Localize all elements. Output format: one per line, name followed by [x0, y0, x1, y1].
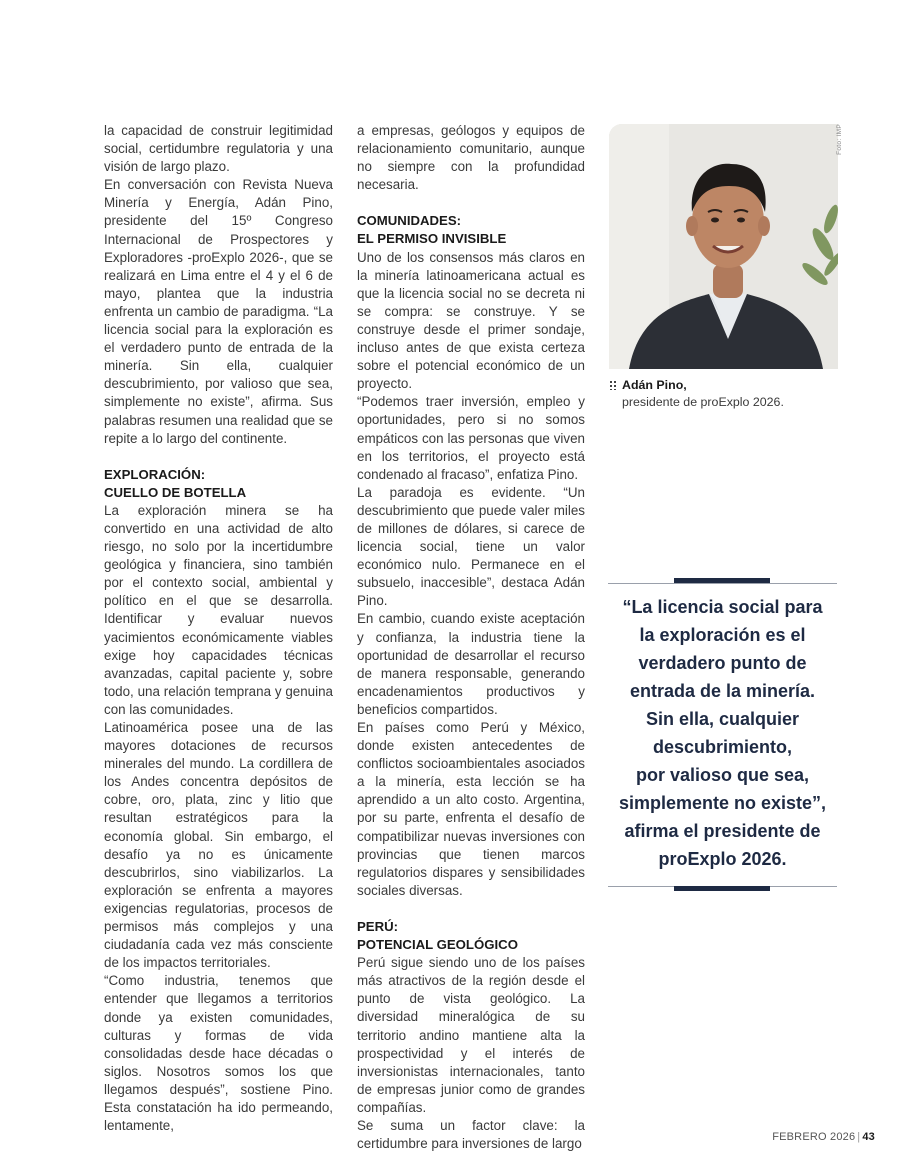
- caption-name: Adán Pino,: [622, 378, 687, 392]
- body-paragraph: En conversación con Revista Nueva Minería y Energía, Adán Pino, presidente del 15º Congreso Internacional de Prospectores y Exploradores -proExplo 2026-, que se realizará en Lima entre el 4 y el 6 de mayo, plantea que la industria enfrenta un cambio de paradigma. “La licencia social para la exploración es el verdadero punto de entrada de la minería. Sin ella, cualquier descubrimiento, por valioso que sea, simplemente no existe”, afirma. Sus palabras resumen una realidad que se repite a lo largo del continente.: [104, 177, 333, 446]
- body-paragraph: La paradoja es evidente. “Un descubrimiento que puede valer miles de millones de dólares, si carece de licencia social, tiene un valor económico nulo. Permanece en el subsuelo, inaccesible”, destaca Adán Pino.: [357, 484, 585, 609]
- pullquote-line: por valioso que sea,: [635, 765, 810, 785]
- section-spacer: [104, 448, 333, 466]
- pullquote-line: “La licencia social para: [622, 597, 823, 617]
- section-spacer: [357, 900, 585, 918]
- photo-credit: Foto: IMP: [836, 124, 843, 155]
- pullquote-line: la exploración es el: [639, 625, 806, 645]
- page-footer: [772, 1131, 875, 1143]
- body-paragraph: Uno de los consensos más claros en la minería latinoamericana actual es que la licencia social no se decreta ni se compra: se construye. Y se construye desde el primer sondaje, incluso antes de que exista certeza sobre el potencial económico de un proyecto.: [357, 249, 585, 392]
- body-paragraph: En cambio, cuando existe aceptación y confianza, la industria tiene la oportunidad de desarrollar el recurso de manera responsable, generando encadenamientos productivos y beneficios compartidos.: [357, 611, 585, 717]
- portrait-photo: [609, 124, 838, 369]
- section-heading-line: POTENCIAL GEOLÓGICO: [357, 937, 518, 953]
- article-column-1: [104, 122, 333, 1135]
- pullquote-line: Sin ella, cualquier: [645, 709, 800, 729]
- section-heading-line: PERÚ:: [357, 918, 399, 934]
- pullquote-line: entrada de la minería.: [629, 681, 816, 701]
- pullquote-top-rule: [608, 583, 837, 584]
- caption-role: presidente de proExplo 2026.: [622, 394, 784, 409]
- section-heading-line: CUELLO DE BOTELLA: [104, 484, 247, 500]
- page-number: 43: [862, 1131, 875, 1143]
- body-paragraph: La exploración minera se ha convertido en una actividad de alto riesgo, no solo por la incertidumbre geológica y financiera, sino también por el contexto social, ambiental y político en el que se desarrolla. Identificar y evaluar nuevos yacimientos económicamente viables exige hoy capacidades técnicas avanzadas, capital paciente y, sobre todo, una relación temprana y genuina con las comunidades.: [104, 502, 333, 717]
- body-paragraph: “Podemos traer inversión, empleo y oportunidades, pero si no somos empáticos con las personas que viven en los territorios, el proyecto está condenado al fracaso”, enfatiza Pino.: [357, 394, 585, 482]
- article-column-2: [357, 122, 585, 1153]
- pullquote-line: verdadero punto de: [638, 653, 807, 673]
- section-heading-line: COMUNIDADES:: [357, 213, 462, 229]
- pullquote-line: descubrimiento,: [652, 737, 793, 757]
- section-spacer: [357, 194, 585, 212]
- pullquote-line: proExplo 2026.: [658, 849, 787, 869]
- section-heading: [104, 466, 333, 502]
- pullquote: [606, 593, 839, 873]
- body-paragraph: Perú sigue siendo uno de los países más atractivos de la región desde el punto de vista geológico. La diversidad mineralógica de su territorio andino mantiene alta la prospectividad y el interés de inversionistas internacionales, tanto de empresas junior como de grandes compañías.: [357, 955, 585, 1115]
- section-heading: [357, 918, 585, 954]
- photo-caption: [609, 377, 838, 410]
- pullquote-line: simplemente no existe”,: [618, 793, 827, 813]
- footer-separator: |: [857, 1131, 861, 1143]
- section-heading-line: EL PERMISO INVISIBLE: [357, 231, 507, 247]
- body-paragraph: En países como Perú y México, donde existen antecedentes de conflictos socioambientales asociados a la minería, esta lección se ha aprendido a un alto costo. Argentina, por su parte, enfrenta el desafío de compatibilizar nuevas inversiones con provincias que tienen marcos regulatorios dispares y sensibilidades sociales diversas.: [357, 720, 585, 898]
- body-paragraph: Latinoamérica posee una de las mayores dotaciones de recursos minerales del mundo. La cordillera de los Andes concentra depósitos de cobre, oro, plata, zinc y litio que resultan estratégicos para la economía global. Sin embargo, el desafío ya no es únicamente descubrirlos, sino viabilizarlos. La exploración se enfrenta a mayores exigencias regulatorias, procesos de permisos más complejos y una ciudadanía cada vez más consciente de los impactos territoriales.: [104, 720, 333, 971]
- caption-bullet-icon: [609, 380, 617, 390]
- pullquote-line: afirma el presidente de: [624, 821, 821, 841]
- section-heading: [357, 212, 585, 248]
- pullquote-bottom-bar: [674, 886, 770, 891]
- body-paragraph: “Como industria, tenemos que entender que llegamos a territorios donde ya existen comunidades, culturas y formas de vida consolidadas desde hace décadas o siglos. Nosotros somos los que llegamos después”, sostiene Pino. Esta constatación ha ido permeando, lentamente,: [104, 973, 333, 1134]
- section-heading-line: EXPLORACIÓN:: [104, 466, 206, 482]
- body-paragraph: la capacidad de construir legitimidad social, certidumbre regulatoria y una visión de largo plazo.: [104, 123, 333, 175]
- issue-date: FEBRERO 2026: [772, 1131, 856, 1143]
- body-paragraph: a empresas, geólogos y equipos de relacionamiento comunitario, aunque no siempre con la profundidad necesaria.: [357, 123, 585, 193]
- body-paragraph: Se suma un factor clave: la certidumbre para inversiones de largo: [357, 1117, 585, 1152]
